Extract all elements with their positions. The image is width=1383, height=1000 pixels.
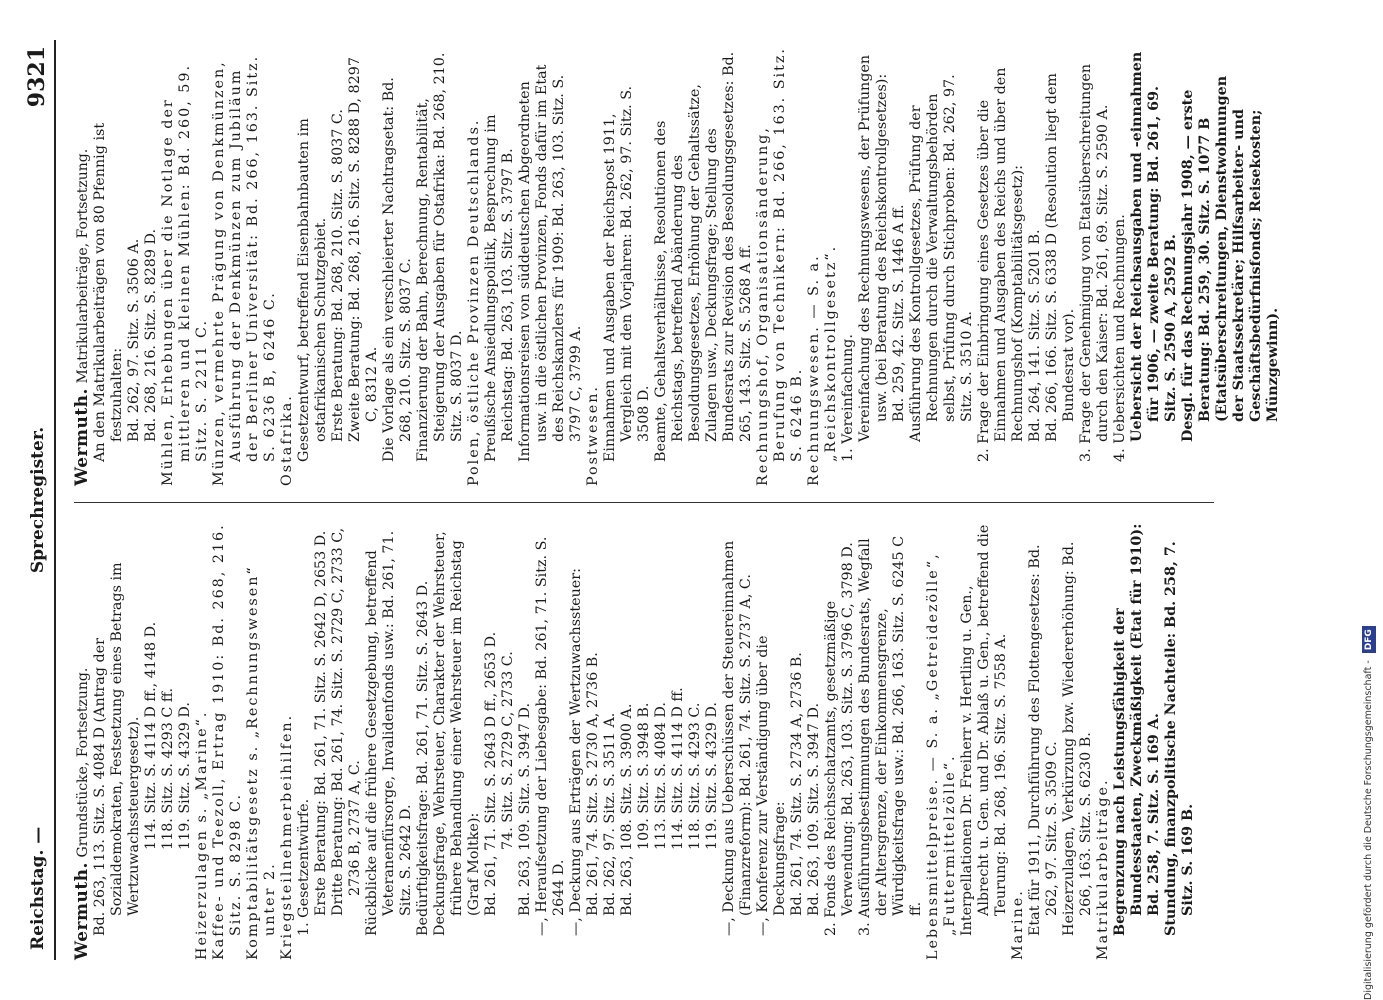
register-entry: Etat für 1911, Durchführung des Flottengesetzes: Bd. 262, 97. Sitz. S. 3509 C. bbox=[1027, 544, 1060, 936]
register-entry: Heizerzulagen s. „Marine“. bbox=[194, 710, 210, 960]
register-entry: —, Heraufsetzung der Liebesgabe: Bd. 261, 71. Sitz. S. 2644 D. bbox=[534, 536, 567, 936]
register-entry: 119. Sitz. S. 4329 D. bbox=[177, 702, 193, 850]
register-entry: Erste Beratung: Bd. 261, 71. Sitz. S. 2642 D, 2653 D. bbox=[313, 530, 329, 916]
register-entry: Kaffee- und Teezoll, Ertrag 1910: Bd. 268, 216. Sitz. S. 8298 C. bbox=[211, 523, 244, 960]
dfg-note-text: Digitalisierung gefördert durch die Deutsche Forschungsgemeinschaft - bbox=[1363, 660, 1374, 1000]
register-entry: Bd. 263, 109. Sitz. S. 3947 D. bbox=[806, 702, 822, 916]
register-entry: Kriegsteilnehmerbeihilfen. bbox=[279, 713, 295, 960]
register-entry: Mühlen, Erhebungen über die Notlage der mittleren und kleinen Mühlen: Bd. 260, 59. Sitz. S. 2211 C. bbox=[160, 63, 210, 486]
register-entry: Interpellationen Dr. Freiherr v. Hertling u. Gen., Albrecht u. Gen. und Dr. Ablaß u. Gen., betreffend die Teurung: Bd. 268, 196. Sitz. S. 7558 A. bbox=[959, 524, 1009, 936]
register-entry: Begrenzung nach Leistungsfähigkeit der Bundesstaaten, Zweckmäßigkeit (Etat für 1910): Bd. 258, 7. Sitz. S. 169 A. bbox=[1112, 523, 1162, 936]
register-entry: Bd. 263, 113. Sitz. S. 4084 D (Antrag der Sozialdemokraten, Festsetzung eines Betrags im Wertzuwachssteuergesetz). bbox=[92, 562, 142, 936]
register-entry: Bd. 262, 97. Sitz. S. 3511 A. bbox=[602, 712, 618, 916]
register-entry: 114. Sitz. S. 4114 D ff., 4148 D. bbox=[143, 621, 159, 850]
register-entry: —, Deckung aus Erträgen der Wertzuwachssteuer: bbox=[568, 568, 584, 936]
register-entry: An den Matrikularbeiträgen von 80 Pfennig ist festzuhalten: bbox=[92, 122, 125, 462]
register-entry: Bd. 268, 216. Sitz. S. 8289 D. bbox=[143, 228, 159, 442]
register-entry: 114. Sitz. S. 4114 D ff. bbox=[670, 687, 686, 850]
register-entry: Vereinfachung des Rechnungswesens, der Prüfungen usw. (bei Beratung des Reichskontrollgesetzes): Bd. 259, 42. Sitz. S. 1446 A ff. bbox=[857, 54, 907, 442]
register-entry: Bd. 261, 74. Sitz. S. 2734 A, 2736 B. bbox=[789, 652, 805, 916]
register-entry: Bd. 261, 74. Sitz. S. 2730 A, 2736 B. bbox=[585, 652, 601, 916]
register-entry: Bd. 261, 71. Sitz. S. 2643 D ff., 2653 D. bbox=[483, 631, 499, 916]
header-title: Sprechregister. bbox=[28, 426, 48, 574]
register-entry: Komptabilitätsgesetz s. „Rechnungswesen“ unter 2. bbox=[245, 565, 278, 960]
register-entry: Marine. bbox=[1010, 889, 1026, 960]
register-entry: Postwesen. bbox=[585, 385, 601, 486]
dfg-sidebar bbox=[1355, 0, 1379, 1000]
register-entry: 4. Uebersichten und Rechnungen. bbox=[1112, 214, 1128, 462]
register-entry: 1. Gesetzentwürfe. bbox=[296, 798, 312, 936]
register-entry: Preußische Ansiedlungspolitik, Besprechung im Reichstag: Bd. 263, 103. Sitz. S. 3797 B. bbox=[483, 114, 516, 462]
register-entry: Matrikularbeiträge. bbox=[1095, 778, 1111, 960]
register-entry: 119. Sitz. S. 4329 D. bbox=[704, 702, 720, 850]
register-entry: Bd. 263, 108. Sitz. S. 3900 A. bbox=[619, 703, 635, 916]
register-entry: Informationsreisen von süddeutschen Abgeordneten usw. in die östlichen Provinzen, Fonds dafür im Etat des Reichskanzlers für 1909: Bd. 263, 103. Sitz. S. 3797 C, 3799 A. bbox=[517, 64, 584, 462]
register-entry: Ausführung des Kontrollgesetzes, Prüfung der Rechnungen durch die Verwaltungsbehörden selbst, Prüfung durch Stichproben: Bd. 262, 97. Sitz. S. 3510 A. bbox=[908, 74, 975, 442]
register-entry: Bd. 263, 109. Sitz. S. 3947 D. bbox=[517, 702, 533, 916]
register-entry: 2. Fonds des Reichsschatzamts, gesetzmäßige Verwendung: Bd. 263, 103. Sitz. S. 3796 C, 3798 D. bbox=[823, 542, 856, 936]
register-entry: 109. Sitz. S. 3948 B. bbox=[636, 702, 652, 850]
entry-heading bbox=[74, 520, 92, 960]
register-entry: Münzen, vermehrte Prägung von Denkmünzen, Ausführung der Denkmünzen zum Jubiläum der Berliner Universität: Bd. 266, 163. Sitz. S. 6236 B, 6246 C. bbox=[211, 54, 278, 486]
register-entry: Bedürftigkeitsfrage: Bd. 261, 71. Sitz. S. 2643 D. bbox=[415, 580, 431, 936]
register-entry: 74. Sitz. S. 2729 C, 2733 C. bbox=[500, 651, 516, 850]
register-entry: Bd. 266, 166. Sitz. S. 6338 D (Resolution liegt dem Bundesrat vor). bbox=[1044, 73, 1077, 442]
right-column bbox=[74, 46, 1282, 486]
page-header bbox=[18, 40, 56, 960]
register-entry: Polen, östliche Provinzen Deutschlands. bbox=[466, 118, 482, 486]
dfg-logo: DFG bbox=[1362, 626, 1376, 653]
register-entry: Bd. 264, 141. Sitz. S. 5201 B. bbox=[1027, 229, 1043, 442]
entry-heading bbox=[74, 46, 92, 486]
register-entry: Lebensmittelpreise. — S. a. „Getreidezölle“, „Futtermittelzölle“. bbox=[925, 552, 958, 960]
register-entry: 2. Frage der Einbringung eines Gesetzes über die Einnahmen und Ausgaben des Reichs und über den Rechnungshof (Komptabilitätsgesetz): bbox=[976, 67, 1026, 462]
register-entry: 113. Sitz. S. 4084 D. bbox=[653, 702, 669, 850]
heading-topic: Grundstücke, Fortsetzung. bbox=[75, 667, 91, 858]
register-entry: Stundung, finanzpolitische Nachteile: Bd. 258, 7. Sitz. S. 169 B. bbox=[1163, 541, 1196, 936]
register-entry: —, Deckung aus Ueberschüssen der Steuereinnahmen (Finanzreform): Bd. 261, 74. Sitz. S. 2737 A, C. bbox=[721, 540, 754, 936]
heading-topic: Matrikularbeiträge, Fortsetzung. bbox=[75, 148, 91, 384]
register-entry: Finanzierung der Bahn, Berechnung, Rentabilität, Steigerung der Ausgaben für Ostafrika: Bd. 268, 210. Sitz. S. 8037 D. bbox=[415, 52, 465, 462]
register-entry: Deckungsfrage, Wehrsteuer, Charakter der Wehrsteuer, frühere Behandlung einer Wehrsteuer im Reichstag (Graf Moltke): bbox=[432, 531, 482, 936]
column-divider bbox=[74, 502, 1214, 503]
register-entry: Dritte Beratung: Bd. 261, 74. Sitz. S. 2729 C, 2733 C, 2736 B, 2737 A, C. bbox=[330, 527, 363, 916]
header-left: Reichstag. — bbox=[28, 826, 48, 950]
register-entry: 3. Frage der Genehmigung von Etatsüberschreitungen durch den Kaiser: Bd. 261, 69. Sitz. S. 2590 A. bbox=[1078, 63, 1111, 462]
register-entry: Die Vorlage als ein verschleierter Nachtragsetat: Bd. 268, 210. Sitz. S. 8037 C. bbox=[381, 77, 414, 462]
register-entry: Uebersicht der Reichsausgaben und -einnahmen für 1906, — zweite Beratung: Bd. 261, 69. Sitz. S. 2590 A, 2592 B. bbox=[1129, 51, 1179, 442]
register-entry: 118. Sitz. S. 4293 C. bbox=[687, 702, 703, 850]
register-entry: Rechnungshof, Organisationsänderung, Berufung von Technikern: Bd. 266, 163. Sitz. S. 6246 B. bbox=[755, 47, 805, 486]
register-entry: —, Konferenz zur Verständigung über die Deckungsfrage: bbox=[755, 635, 788, 936]
speaker-name: Wermuth. bbox=[72, 388, 92, 486]
speaker-name: Wermuth. bbox=[72, 862, 92, 960]
page-number: 9321 bbox=[24, 46, 50, 108]
register-entry: 3. Ausführungsbestimmungen des Bundesrats, Wegfall der Altersgrenze, der Einkommensgrenze, Würdigkeitsfrage usw.: Bd. 266, 163. Sitz. S. 6245 C ff. bbox=[857, 535, 924, 936]
register-entry: Einnahmen und Ausgaben der Reichspost 1911, Vergleich mit den Vorjahren: Bd. 262, 97. Sitz. S. 3508 D. bbox=[602, 85, 652, 462]
register-entry: Zweite Beratung: Bd. 268, 216. Sitz. S. 8288 D, 8297 C, 8312 A. bbox=[347, 57, 380, 442]
left-column bbox=[74, 520, 1197, 960]
register-entry: Beamte, Gehaltsverhältnisse, Resolutionen des Reichstags, betreffend Abänderung des Besoldungsgesetzes, Erhöhung der Gehaltssätze, Zulagen usw., Deckungsfrage; Stellung des Bundesrats zur Revision des Besoldungsgesetzes: Bd. 265, 143. Sitz. S. 5268 A ff. bbox=[653, 51, 754, 462]
register-entry: 118. Sitz. S. 4293 C ff. bbox=[160, 687, 176, 850]
register-entry: 1. Vereinfachung. bbox=[840, 334, 856, 462]
register-entry: Rechnungswesen. — S. a. „Reichskontrollgesetz“. bbox=[806, 244, 839, 486]
register-entry: Desgl. für das Rechnungsjahr 1908, — erste Beratung: Bd. 259, 30. Sitz. S. 1077 B (Etatsüberschreitungen, Dienstwohnungen der Staatssekretäre; Hilfsarbeiter- und Geschäftsbedürfnisfonds; Reisekosten; Münzgewinn). bbox=[1180, 75, 1281, 442]
register-entry: Heizerzulagen, Verkürzung bzw. Wiedererhöhung: Bd. 266, 163. Sitz. S. 6230 B. bbox=[1061, 541, 1094, 936]
register-entry: Erste Beratung: Bd. 268, 210. Sitz. S. 8037 C. bbox=[330, 109, 346, 442]
register-entry: Gesetzentwurf, betreffend Eisenbahnbauten im ostafrikanischen Schutzgebiet. bbox=[296, 118, 329, 462]
register-entry: Ostafrika. bbox=[279, 394, 295, 486]
register-entry: Rückblicke auf die frühere Gesetzgebung, betreffend Veteranenfürsorge, Invalidenfonds usw.: Bd. 261, 71. Sitz. S. 2642 D. bbox=[364, 530, 414, 936]
register-entry: Bd. 262, 97. Sitz. S. 3506 A. bbox=[126, 238, 142, 442]
dfg-note bbox=[1359, 0, 1379, 1000]
